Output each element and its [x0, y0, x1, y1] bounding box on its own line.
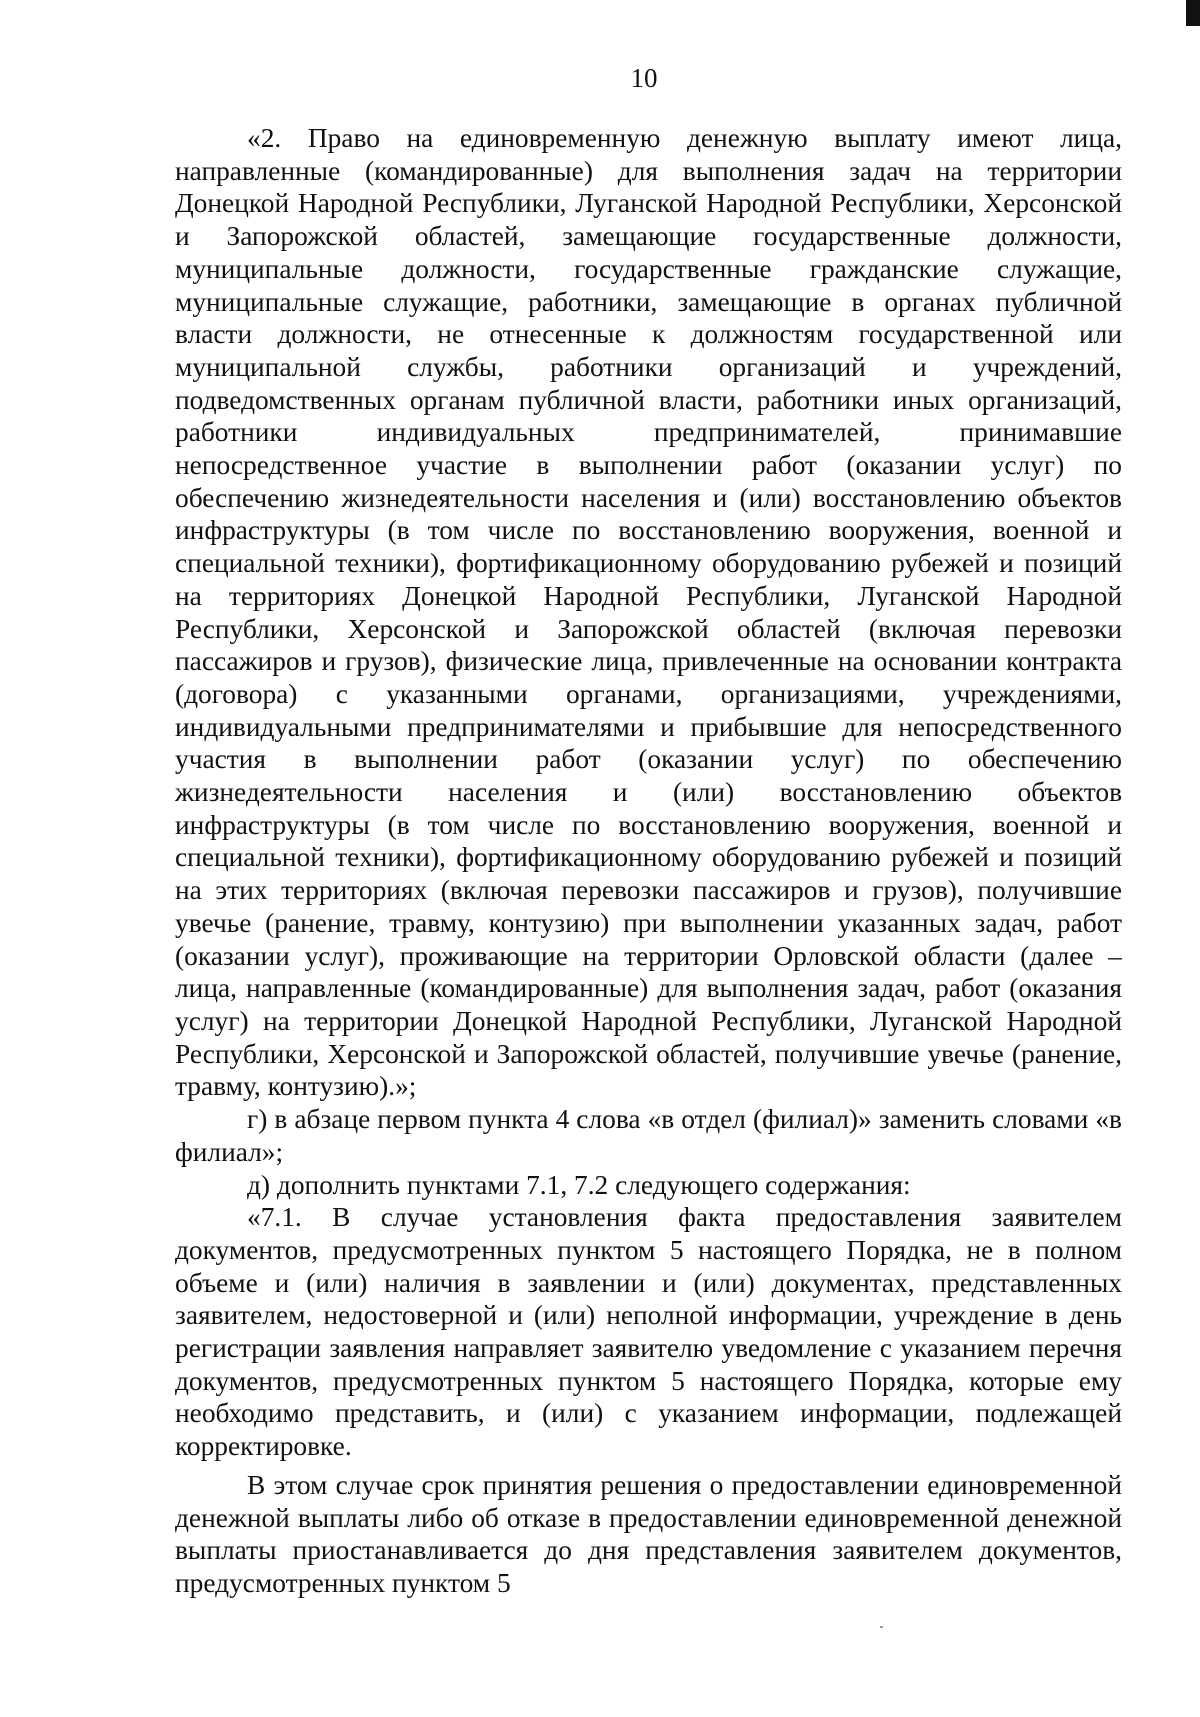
paragraph-subitem-g: г) в абзаце первом пункта 4 слова «в отдел (филиал)» заменить словами «в филиал»;: [175, 1104, 1122, 1167]
scan-speck: [880, 1626, 883, 1628]
paragraph-item-2: «2. Право на единовременную денежную выплату имеют лица, направленные (командированные) для выполнения задач на территории Донецкой Народной Республики, Луганской Народной Республики, Херсонской и Запорожской областей, замещающие государственные должности, муниципальные должности, государственные гражданские служащие, муниципальные служащие, работники, замещающие в органах публичной власти должности, не отнесенные к должностям государственной или муниципальной службы, работники организаций и учреждений, подведомственных органам публичной власти, работники иных организаций, работники индивидуальных предпринимателей, принимавшие непосредственное участие в выполнении работ (оказании услуг) по обеспечению жизнедеятельности населения и (или) восстановлению объектов инфраструктуры (в том числе по восстановлению вооружения, военной и специальной техники), фортификационному оборудованию рубежей и позиций на территориях Донецкой Народной Республики, Луганской Народной Республики, Херсонской и Запорожской областей (включая перевозки пассажиров и грузов), физические лица, привлеченные на основании контракта (договора) с указанными органами, организациями, учреждениями, индивидуальными предпринимателями и прибывшие для непосредственного участия в выполнении работ (оказании услуг) по обеспечению жизнедеятельности населения и (или) восстановлению объектов инфраструктуры (в том числе по восстановлению вооружения, военной и специальной техники), фортификационному оборудованию рубежей и позиций на этих территориях (включая перевозки пассажиров и грузов), получившие увечье (ранение, травму, контузию) при выполнении указанных задач, работ (оказании услуг), проживающие на территории Орловской области (далее – лица, направленные (командированные) для выполнения задач, работ (оказания услуг) на территории Донецкой Народной Республики, Луганской Народной Республики, Херсонской и Запорожской областей, получившие увечье (ранение, травму, контузию).»;: [175, 123, 1122, 1102]
scan-corner-mark: [1186, 0, 1200, 26]
paragraph-item-7-1: «7.1. В случае установления факта предоставления заявителем документов, предусмотренных пунктом 5 настоящего Порядка, не в полном объеме и (или) наличия в заявлении и (или) документах, представленных заявителем, недостоверной и (или) неполной информации, учреждение в день регистрации заявления направляет заявителю уведомление с указанием перечня документов, предусмотренных пунктом 5 настоящего Порядка, которые ему необходимо представить, и (или) с указанием информации, подлежащей корректировке.: [175, 1202, 1122, 1462]
document-body: [175, 122, 1122, 1600]
page-number: 10: [630, 63, 658, 93]
paragraph-subitem-d: д) дополнить пунктами 7.1, 7.2 следующего содержания:: [247, 1169, 911, 1200]
paragraph-suspension: В этом случае срок принятия решения о предоставлении единовременной денежной выплаты либо об отказе в предоставлении единовременной денежной выплаты приостанавливается до дня представления заявителем документов, предусмотренных пунктом 5: [175, 1469, 1122, 1598]
